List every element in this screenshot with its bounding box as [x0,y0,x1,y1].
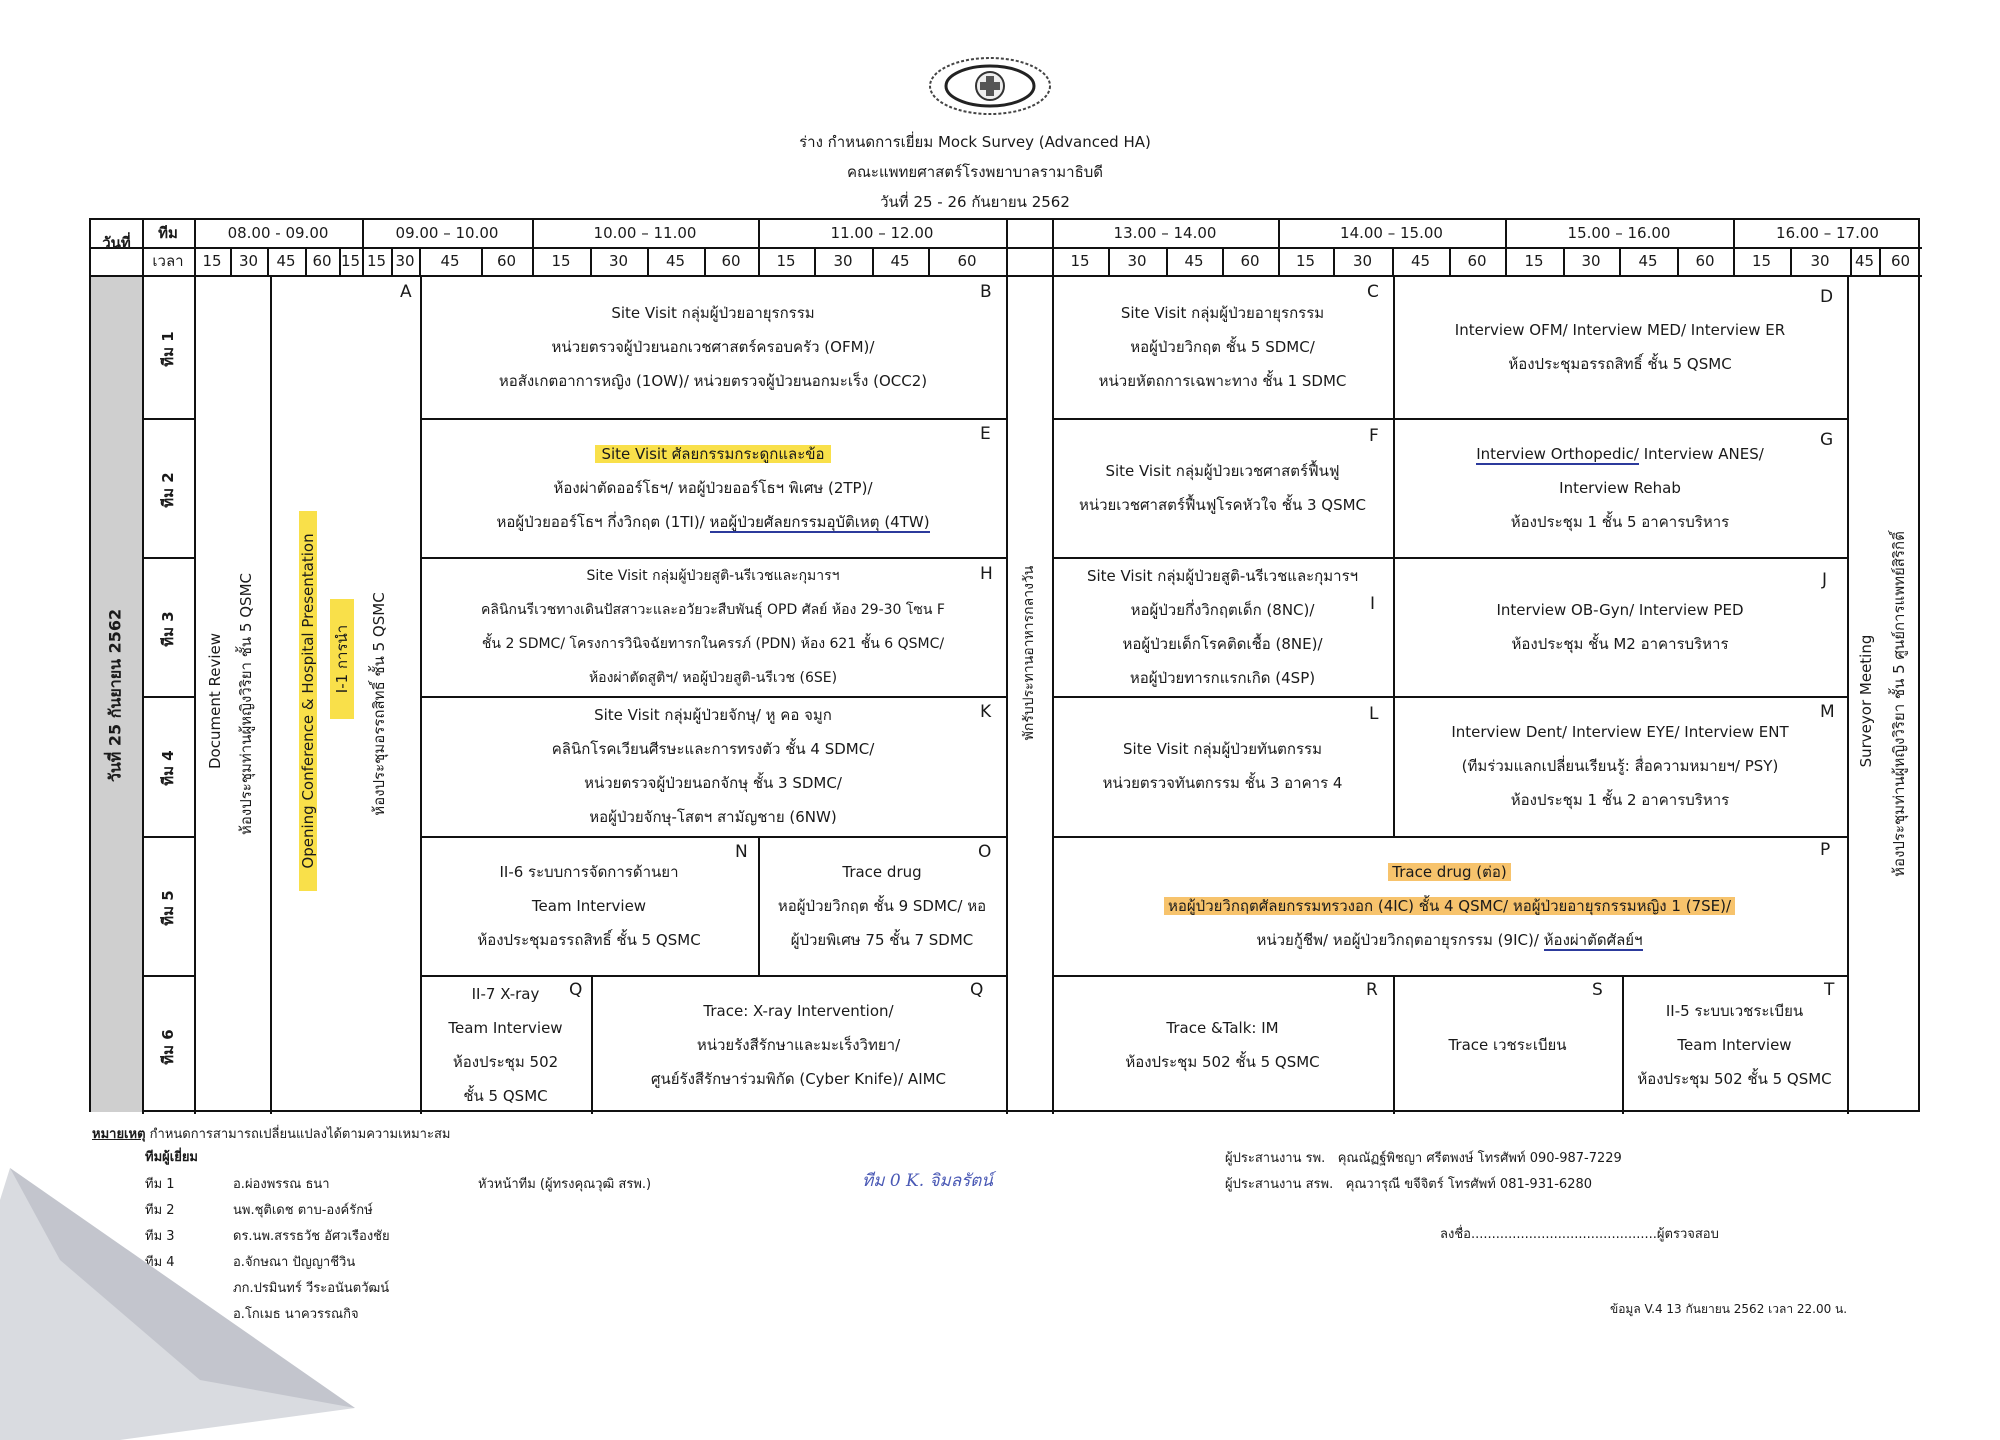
cell-letter-C: C [1367,282,1379,302]
cell-i-line: หอผู้ป่วยกึ่งวิกฤตเด็ก (8NC)/ [1130,600,1315,619]
lunch-break-label: พักรับประทานอาหารกลางวัน [1021,565,1037,741]
minute-header: 15 [202,252,222,270]
minute-header: 45 [1410,252,1431,270]
team-label: ทีม 6 [159,1028,177,1065]
surveyor-name: ภก.ปรมินทร์ วีระอนันตวัฒน์ [233,1281,390,1296]
document-title: ร่าง กำหนดการเยี่ยม Mock Survey (Advanced HA) [799,133,1151,151]
cell-c [1052,275,1393,418]
cell-letter-H: H [980,564,993,584]
cell-g-line: Interview Orthopedic/ [1476,444,1639,463]
coordinator-hospital-value: คุณณัฏฐ์พิชญา ศรีตพงษ์ โทรศัพท์ 090-987-7229 [1337,1151,1622,1166]
coordinator-ha [1225,1172,1592,1198]
opening-conference-label: Opening Conference & Hospital Presentation [299,511,317,891]
cell-s-line: Trace เวชระเบียน [1448,1035,1567,1054]
cell-k-line: หอผู้ป่วยจักษุ-โสตฯ สามัญชาย (6NW) [589,808,837,826]
surveyor-team: ทีม 1 [145,1177,175,1192]
cell-k [420,696,1006,836]
cell-m-line: (ทีมร่วมแลกเปลี่ยนเรียนรู้: สื่อความหมายฯ/ PSY) [1461,757,1779,775]
cell-l [1052,696,1393,836]
organization-name: คณะแพทยศาสตร์โรงพยาบาลรามาธิบดี [846,163,1104,181]
cell-p-line: Trace drug (ต่อ) [1388,863,1511,881]
cell-letter-K: K [980,702,992,722]
cell-m [1393,696,1847,836]
grid-line [270,275,272,1114]
grid-line [1006,220,1008,1114]
cell-m-line: ห้องประชุม 1 ชั้น 2 อาคารบริหาร [1510,791,1730,809]
minute-header: 60 [1695,252,1715,270]
surveyor-name: นพ.ชุติเดช ตาบ-องค์รักษ์ [233,1203,373,1218]
cell-l-line: หน่วยตรวจทันตกรรม ชั้น 3 อาคาร 4 [1102,774,1343,792]
cell-n [420,836,758,975]
cell-q1-line: ห้องประชุม 502 [452,1052,559,1071]
cell-letter-Q: Q [569,980,583,1000]
cell-f [1052,418,1393,557]
surveyor-team: ทีม 3 [145,1229,175,1244]
cell-q1-line: II-7 X-ray [471,984,540,1003]
cell-p-line: ห้องผ่าตัดศัลย์ฯ [1543,930,1643,949]
cell-g-line: Interview ANES/ [1638,444,1764,463]
cell-d-line: Interview OFM/ Interview MED/ Interview ER [1454,320,1786,339]
hour-header: 11.00 – 12.00 [830,224,934,242]
minute-header: 15 [1524,252,1544,270]
minute-header: 15 [366,252,387,270]
cell-letter-Q: Q [970,980,984,1000]
hour-header: 10.00 – 11.00 [593,224,697,242]
team-head-label: หัวหน้าทีม (ผู้ทรงคุณวุฒิ สรพ.) [478,1177,652,1192]
minute-header: 30 [238,252,259,270]
minute-header: 15 [1070,252,1090,270]
cell-q2 [591,975,1006,1114]
hour-header: 16.00 – 17.00 [1776,224,1879,242]
surveyor-name: ดร.นพ.สรรธวัช อัศวเรืองชัย [233,1229,390,1244]
coordinator-hospital [1225,1146,1622,1172]
cell-t-line: ห้องประชุม 502 ชั้น 5 QSMC [1637,1069,1832,1088]
cell-e-line: Site Visit ศัลยกรรมกระดูกและข้อ [595,445,830,463]
cell-h-line: คลินิกนรีเวชทางเดินปัสสาวะและอวัยวะสืบพันธุ์ OPD ศัลย์ ห้อง 29-30 โซน F [481,601,945,618]
minute-header: 15 [551,252,571,270]
cell-letter-N: N [735,842,748,862]
cell-letter-J: J [1822,570,1828,590]
cell-g [1393,418,1847,557]
hour-header: 14.00 – 15.00 [1340,224,1443,242]
cell-g-line: Interview Rehab [1559,478,1681,497]
grid-line [142,696,194,698]
minute-header: 60 [1240,252,1260,270]
day-label: วันที่ 25 กันยายน 2562 [105,608,125,782]
coordinator-ha-label: ผู้ประสานงาน สรพ. [1225,1177,1334,1192]
cell-e-line: หอผู้ป่วยออร์โธฯ กึ่งวิกฤต (1TI)/ [496,512,705,531]
note-label: หมายเหตุ [92,1127,146,1142]
team-label: ทีม 2 [159,471,177,508]
coordinator-ha-value: คุณวารุณี ขจีจิตร์ โทรศัพท์ 081-931-6280 [1345,1177,1593,1192]
minute-header: 45 [665,252,686,270]
surveyors-label: ทีมผู้เยี่ยม [145,1150,199,1165]
cell-j-line: ห้องประชุม ชั้น M2 อาคารบริหาร [1511,634,1729,653]
version-info: ข้อมูล V.4 13 กันยายน 2562 เวลา 22.00 น. [1610,1302,1848,1316]
day-header: วันที่ [102,234,131,252]
minute-header: 30 [608,252,629,270]
team-header: ทีม [158,224,178,242]
opening-room-label: ห้องประชุมอรรถสิทธิ์ ชั้น 5 QSMC [370,592,388,816]
cell-n-line: ห้องประชุมอรรถสิทธิ์ ชั้น 5 QSMC [477,930,701,949]
cell-o-line: หอผู้ป่วยวิกฤต ชั้น 9 SDMC/ หอ [777,896,987,915]
cell-e-line: หอผู้ป่วยศัลยกรรมอุบัติเหตุ (4TW) [709,512,930,531]
cell-letter-B: B [980,282,992,302]
cell-letter-E: E [980,424,991,444]
hour-header: 08.00 - 09.00 [227,224,329,242]
minute-header: 30 [1352,252,1373,270]
cell-h-line: Site Visit กลุ่มผู้ป่วยสูติ-นรีเวชและกุมารฯ [586,567,840,584]
surveyor-name: อ.ผ่องพรรณ ธนา [233,1177,330,1192]
schedule-dates: วันที่ 25 - 26 กันยายน 2562 [880,193,1070,211]
cell-j [1393,557,1847,696]
cell-r-line: ห้องประชุม 502 ชั้น 5 QSMC [1125,1052,1320,1071]
note-text: กำหนดการสามารถเปลี่ยนแปลงได้ตามความเหมาะสม [149,1127,451,1142]
cell-p-line: หน่วยกู้ชีพ/ หอผู้ป่วยวิกฤตอายุรกรรม (9IC)/ [1256,930,1539,949]
cell-letter-P: P [1820,840,1831,860]
team-label: ทีม 4 [159,750,177,786]
minute-header: 60 [496,252,517,270]
cell-letter-R: R [1366,980,1378,1000]
cell-e-line: ห้องผ่าตัดออร์โธฯ/ หอผู้ป่วยออร์โธฯ พิเศษ (2TP)/ [553,478,873,497]
minute-header: 30 [1581,252,1601,270]
folded-page-corner [0,1140,380,1440]
cell-b-line: หน่วยตรวจผู้ป่วยนอกเวชศาสตร์ครอบครัว (OFM)/ [551,337,875,356]
cell-j-line: Interview OB-Gyn/ Interview PED [1496,600,1744,619]
minute-header: 30 [395,252,415,270]
cell-r-line: Trace &Talk: IM [1166,1018,1279,1037]
minute-header: 45 [1638,252,1658,270]
cell-q1-line: Team Interview [448,1018,563,1037]
cell-c-line: หอผู้ป่วยวิกฤต ชั้น 5 SDMC/ [1130,337,1315,356]
cell-h-line: ชั้น 2 SDMC/ โครงการวินิจฉัยทารกในครรภ์ (PDN) ห้อง 621 ชั้น 6 QSMC/ [481,635,945,652]
team-label: ทีม 1 [159,330,177,367]
minute-header: 45 [440,252,460,270]
time-header: เวลา [152,252,184,270]
cell-b-line: Site Visit กลุ่มผู้ป่วยอายุรกรรม [611,303,815,322]
minute-header: 60 [312,252,332,270]
cell-m-line: Interview Dent/ Interview EYE/ Interview ENT [1451,723,1789,741]
cell-h [420,557,1006,696]
cell-o-line: Trace drug [842,862,922,881]
minute-header: 30 [1810,252,1830,270]
cell-n-line: II-6 ระบบการจัดการด้านยา [499,862,679,881]
cell-p-line: หอผู้ป่วยวิกฤตศัลยกรรมทรวงอก (4IC) ชั้น 4 QSMC/ หอผู้ป่วยอายุรกรรมหญิง 1 (7SE)/ [1164,897,1735,915]
surveyor-team: ทีม 4 [145,1255,175,1270]
cell-c-line: Site Visit กลุ่มผู้ป่วยอายุรกรรม [1120,303,1325,322]
hour-header: 09.00 – 10.00 [395,224,499,242]
surveyor-meeting-label: Surveyor Meeting [1857,634,1875,768]
cell-i-line: หอผู้ป่วยเด็กโรคติดเชื้อ (8NE)/ [1122,634,1323,653]
cell-letter-A: A [400,282,412,302]
cell-f-line: Site Visit กลุ่มผู้ป่วยเวชศาสตร์ฟื้นฟู [1105,461,1340,480]
signature-line: ลงชื่อ.............................................ผู้ตรวจสอบ [1440,1227,1719,1242]
cell-q2-line: หน่วยรังสีรักษาและมะเร็งวิทยา/ [696,1035,901,1054]
cell-e [420,418,1006,557]
schedule-table [89,218,1920,1112]
cell-letter-S: S [1592,980,1603,1000]
cell-k-line: คลินิกโรคเวียนศีรษะและการทรงตัว ชั้น 4 SDMC/ [551,740,875,758]
grid-line [194,275,196,1114]
minute-header: 15 [776,252,796,270]
cell-t-line: Team Interview [1677,1035,1792,1054]
cell-g-line: ห้องประชุม 1 ชั้น 5 อาคารบริหาร [1510,512,1730,531]
cell-o-line: ผู้ป่วยพิเศษ 75 ชั้น 7 SDMC [790,930,974,949]
cell-o [758,836,1006,975]
cell-l-line: Site Visit กลุ่มผู้ป่วยทันตกรรม [1123,740,1322,758]
minute-header: 30 [1127,252,1147,270]
cell-k-line: Site Visit กลุ่มผู้ป่วยจักษุ/ หู คอ จมูก [594,706,832,724]
minute-header: 60 [1467,252,1487,270]
cell-q1 [420,975,591,1114]
minute-header: 45 [1184,252,1204,270]
cell-n-line: Team Interview [531,896,647,915]
team-label: ทีม 5 [159,889,177,926]
cell-letter-I: I [1370,594,1376,614]
grid-line [1733,220,1735,275]
cell-r [1052,975,1393,1114]
cell-letter-F: F [1369,426,1379,446]
cell-letter-L: L [1369,704,1379,724]
cell-i-line: หอผู้ป่วยทารกแรกเกิด (4SP) [1129,668,1316,687]
cell-k-line: หน่วยตรวจผู้ป่วยนอกจักษุ ชั้น 3 SDMC/ [584,774,842,792]
minute-header: 45 [890,252,910,270]
cell-h-line: ห้องผ่าตัดสูติฯ/ หอผู้ป่วยสูติ-นรีเวช (6SE) [588,669,838,686]
grid-line [142,418,194,420]
minute-header: 60 [721,252,741,270]
cell-d-line: ห้องประชุมอรรถสิทธิ์ ชั้น 5 QSMC [1508,354,1732,373]
surveyor-name: อ.โกเมธ นาควรรณกิจ [233,1307,359,1322]
cell-letter-M: M [1820,702,1835,722]
cell-p [1052,836,1847,975]
grid-line [1847,275,1849,1114]
document-review-label: Document Review [206,633,224,769]
document-room-label: ห้องประชุมท่านผู้หญิงวิริยา ชั้น 5 QSMC [237,573,255,835]
handwritten-note: ทีม 0 K. จิมลรัตน์ [862,1171,993,1191]
cell-i-line: Site Visit กลุ่มผู้ป่วยสูติ-นรีเวชและกุมารฯ [1086,566,1359,585]
cell-q1-line: ชั้น 5 QSMC [463,1086,548,1105]
surveyor-team: ทีม 2 [145,1203,175,1218]
cell-i [1052,557,1393,696]
minute-header: 45 [1854,252,1875,270]
minute-header: 45 [276,252,296,270]
grid-line [142,220,144,1114]
cell-c-line: หน่วยหัตถการเฉพาะทาง ชั้น 1 SDMC [1098,371,1347,390]
cell-q2-line: ศูนย์รังสีรักษาร่วมพิกัด (Cyber Knife)/ AIMC [650,1069,947,1088]
minute-header: 30 [833,252,853,270]
minute-header: 15 [1751,252,1772,270]
minute-header: 15 [340,252,361,270]
hour-header: 13.00 – 14.00 [1113,224,1217,242]
grid-line [142,975,194,977]
cell-letter-T: T [1824,980,1835,1000]
cell-b [420,275,1006,418]
grid-line [142,557,194,559]
surveyor-room-label: ห้องประชุมท่านผู้หญิงวิริยา ชั้น 5 ศูนย์การแพทย์สิริกิติ์ [1890,531,1908,877]
hour-header: 15.00 – 16.00 [1567,224,1671,242]
coordinator-hospital-label: ผู้ประสานงาน รพ. [1225,1151,1326,1166]
surveyor-name: อ.จักษณา ปัญญาชีวิน [233,1255,356,1270]
cell-b-line: หอสังเกตอาการหญิง (1OW)/ หน่วยตรวจผู้ป่วยนอกมะเร็ง (OCC2) [498,371,928,390]
hospital-seal-logo [925,55,1055,117]
cell-q2-line: Trace: X-ray Intervention/ [703,1001,894,1020]
cell-s [1393,975,1622,1114]
minute-header: 60 [957,252,977,270]
cell-t [1622,975,1847,1114]
grid-line [142,836,194,838]
minute-header: 15 [1295,252,1316,270]
cell-d [1393,275,1847,418]
opening-sub-label: I-1 การนำ [330,599,354,719]
cell-t-line: II-5 ระบบเวชระเบียน [1665,1001,1804,1020]
cell-letter-D: D [1820,287,1834,307]
team-label: ทีม 3 [159,610,177,647]
minute-header: 60 [1890,252,1911,270]
cell-f-line: หน่วยเวชศาสตร์ฟื้นฟูโรคหัวใจ ชั้น 3 QSMC [1078,495,1367,514]
cell-letter-O: O [978,842,992,862]
cell-letter-G: G [1820,430,1834,450]
